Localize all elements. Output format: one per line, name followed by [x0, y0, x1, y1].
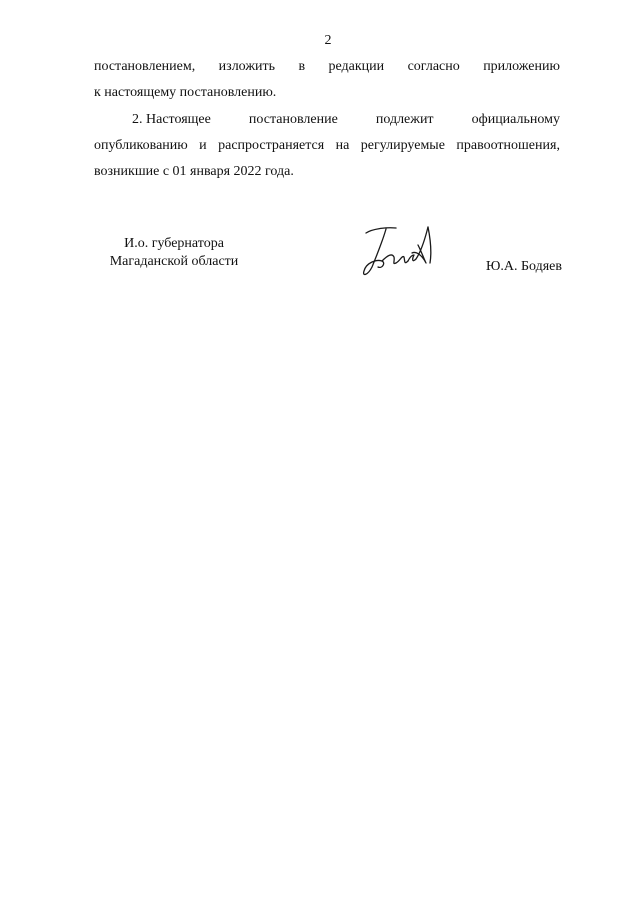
paragraph-item-2	[94, 107, 560, 185]
paragraph-continuation	[94, 54, 560, 106]
word: правоотношения,	[456, 138, 560, 153]
word: изложить	[218, 59, 275, 74]
word: официальному	[471, 112, 560, 127]
paragraph-2-line-2	[94, 133, 560, 159]
word: регулируемые	[360, 138, 445, 153]
word: на	[335, 138, 350, 153]
word: опубликованию	[94, 138, 188, 153]
word: и	[199, 138, 207, 153]
word: приложению	[483, 59, 560, 74]
paragraph-2-line-3: возникшие с 01 января 2022 года.	[94, 164, 294, 179]
page-number: 2	[324, 33, 332, 48]
word: постановлением,	[94, 59, 196, 74]
signer-name: Ю.А. Бодяев	[485, 259, 562, 274]
word: в	[298, 59, 306, 74]
signer-position-line-1: И.о. губернатора	[124, 236, 224, 251]
handwritten-signature	[352, 215, 442, 285]
signer-position	[94, 235, 254, 271]
paragraph-1-line-2: к настоящему постановлению.	[94, 85, 277, 100]
signature-block	[94, 235, 560, 295]
word: редакции	[328, 59, 385, 74]
word: подлежит	[375, 112, 434, 127]
paragraph-2-line-1	[94, 107, 560, 133]
paragraph-1-line-1	[94, 54, 560, 80]
signer-position-line-2: Магаданской области	[109, 254, 239, 269]
word: 2. Настоящее	[132, 112, 211, 127]
word: постановление	[248, 112, 338, 127]
word: распространяется	[218, 138, 325, 153]
word: согласно	[407, 59, 460, 74]
